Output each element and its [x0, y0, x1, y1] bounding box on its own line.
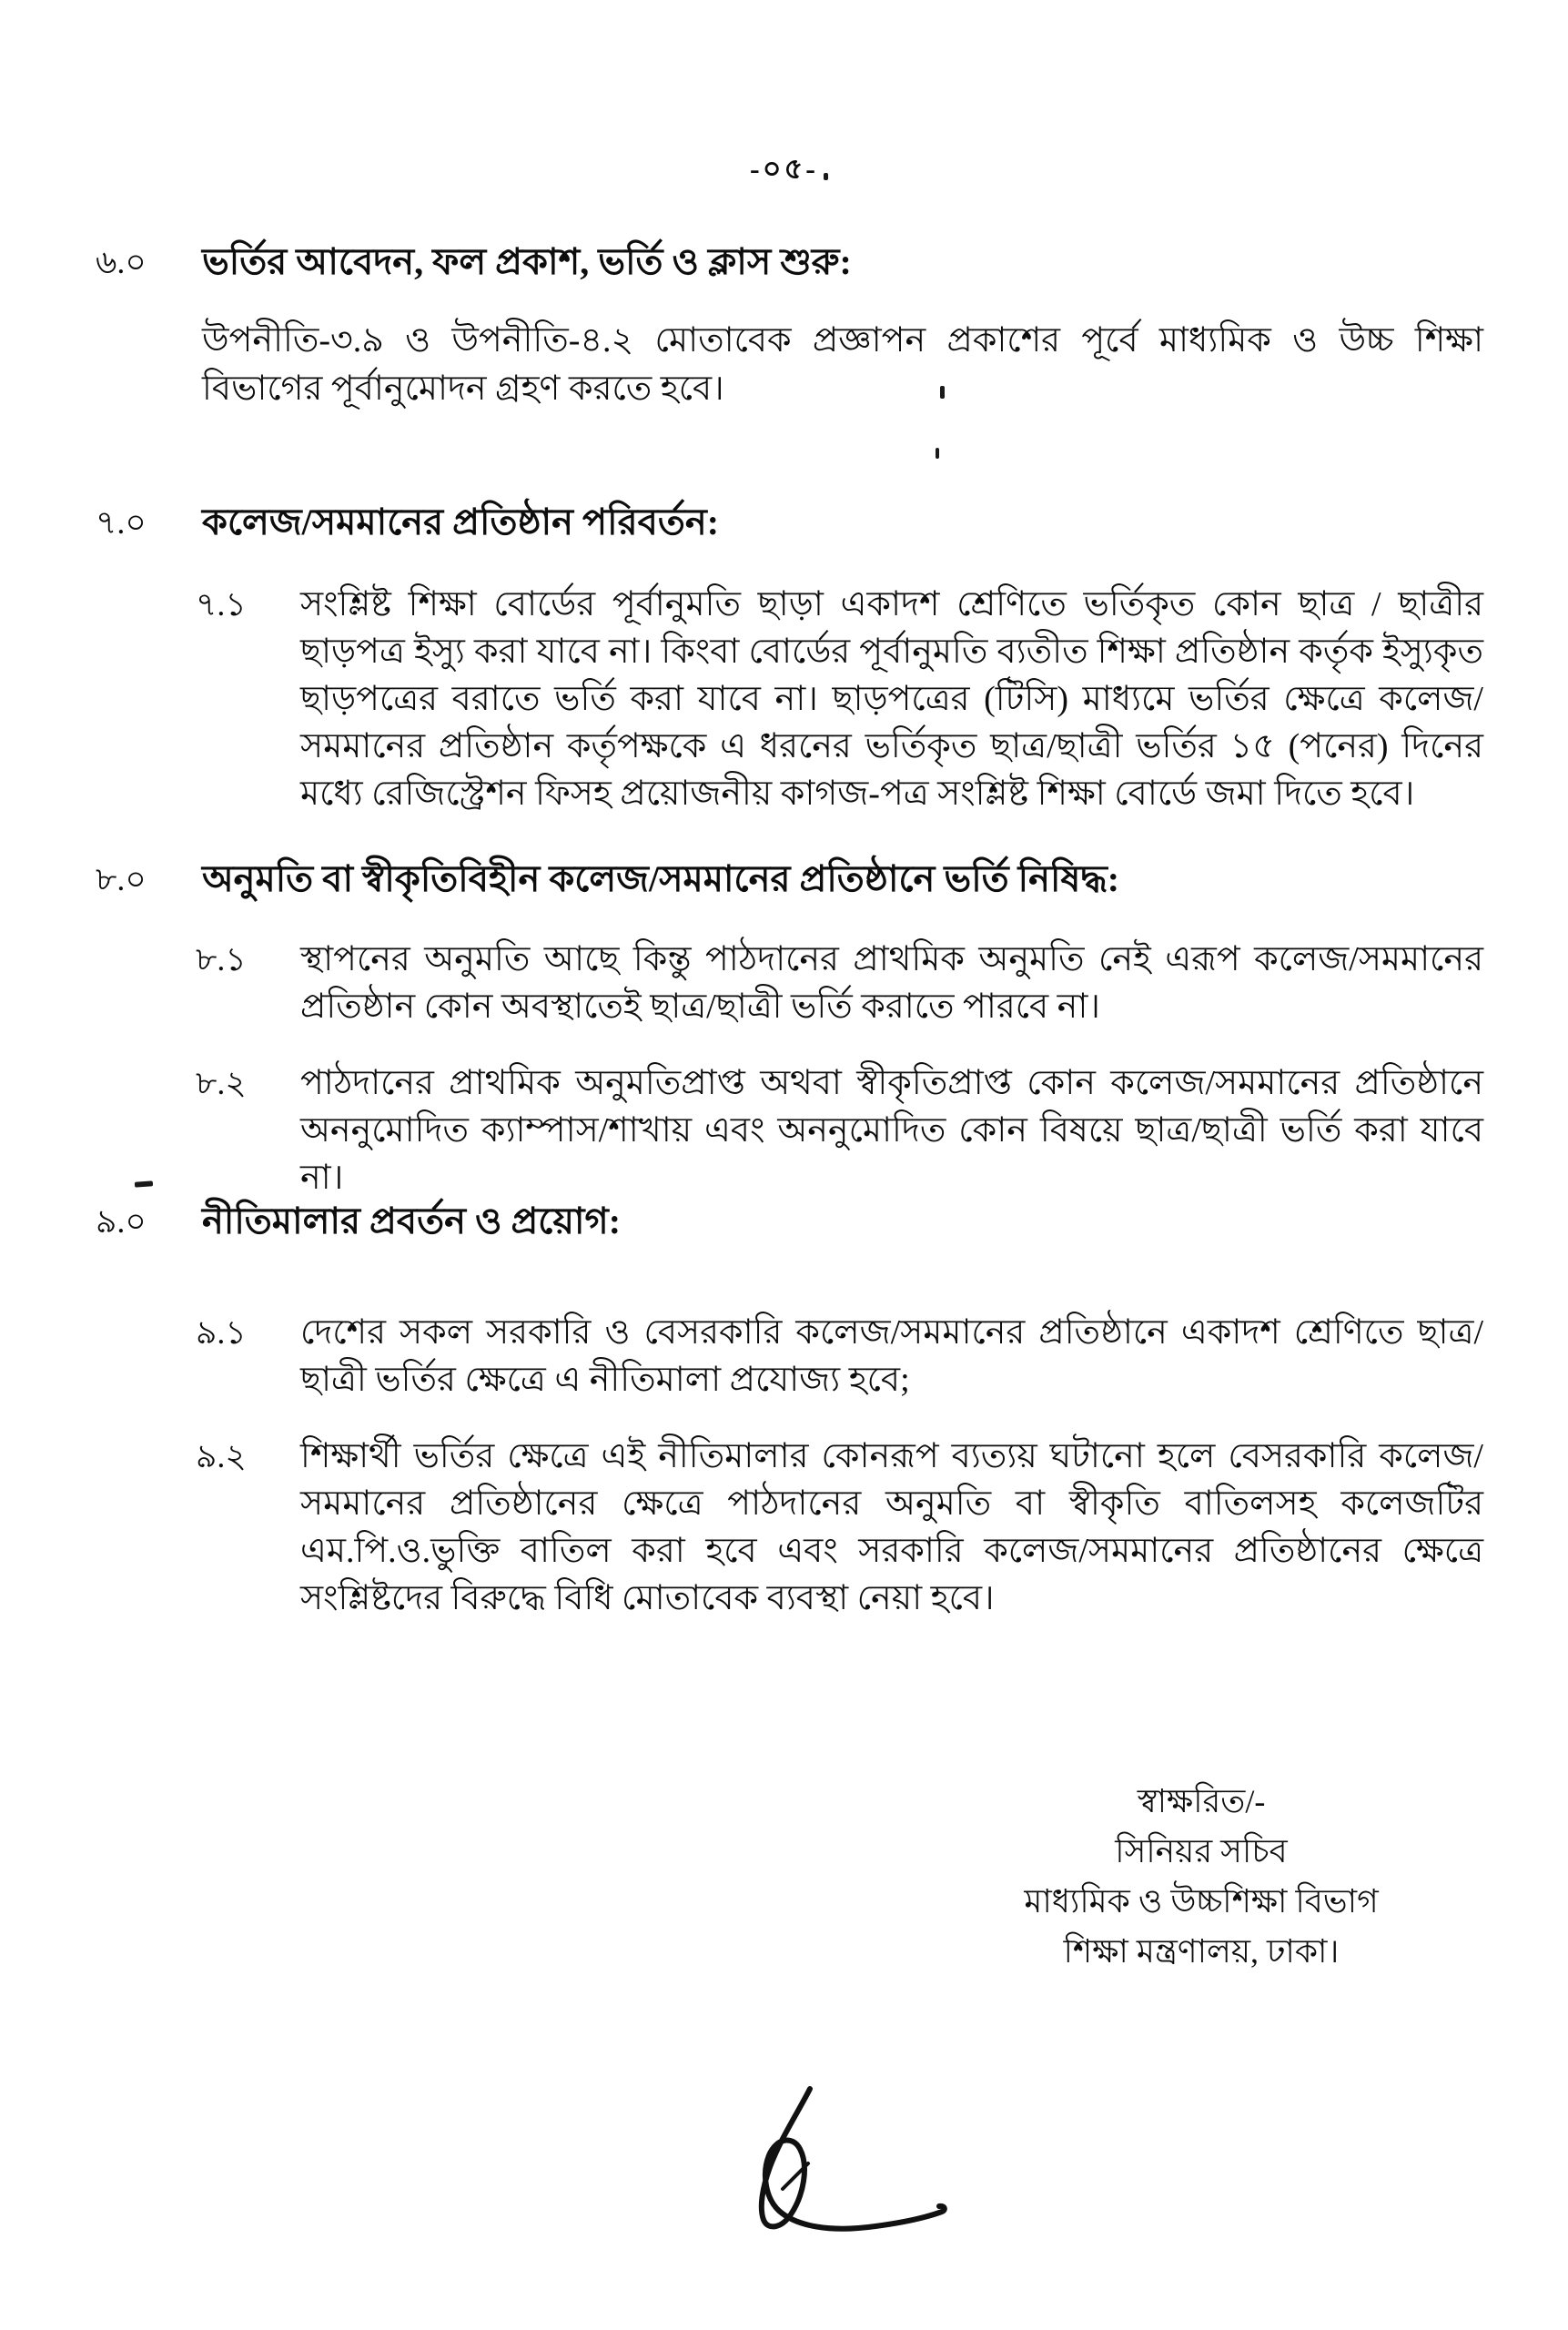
signature-block: [928, 1777, 1474, 1977]
clause-number: ৮.১: [196, 941, 247, 978]
clause-number: ৭.১: [196, 586, 247, 623]
section-number: ৯.০: [96, 1203, 147, 1240]
scan-speck: [824, 173, 828, 180]
signature-designation: সিনিয়র সচিব: [1115, 1833, 1288, 1869]
clause-text: দেশের সকল সরকারি ও বেসরকারি কলেজ/সমমানের প্রতিষ্ঠানে একাদশ শ্রেণিতে ছাত্র/ছাত্রী ভর্তির ক্ষেত্রে এ নীতিমালা প্রযোজ্য হবে;: [300, 1313, 1483, 1399]
section-title: নীতিমালার প্রবর্তন ও প্রয়োগ:: [202, 1200, 622, 1241]
section-heading-8: [0, 856, 1568, 907]
section-6-paragraph: উপনীতি-৩.৯ ও উপনীতি-৪.২ মোতাবেক প্রজ্ঞাপন প্রকাশের পূর্বে মাধ্যমিক ও উচ্চ শিক্ষা বিভাগের পূর্বানুমোদন গ্রহণ করতে হবে।: [202, 321, 1483, 408]
section-number: ৬.০: [96, 244, 147, 280]
scan-speck: [135, 1180, 153, 1187]
handwritten-signature-mark: [673, 2080, 956, 2253]
clause-text: পাঠদানের প্রাথমিক অনুমতিপ্রাপ্ত অথবা স্বীকৃতিপ্রাপ্ত কোন কলেজ/সমমানের প্রতিষ্ঠানে অননুমোদিত ক্যাম্পাস/শাখায় এবং অননুমোদিত কোন বিষয়ে ছাত্র/ছাত্রী ভর্তি করা যাবে না।: [300, 1064, 1483, 1197]
section-title: কলেজ/সমমানের প্রতিষ্ঠান পরিবর্তন:: [202, 501, 720, 542]
section-number: ৭.০: [96, 504, 147, 541]
scan-speck: [940, 386, 945, 399]
scan-speck: [936, 448, 939, 459]
clause-text: সংশ্লিষ্ট শিক্ষা বোর্ডের পূর্বানুমতি ছাড়া একাদশ শ্রেণিতে ভর্তিকৃত কোন ছাত্র / ছাত্রীর ছাড়পত্র ইস্যু করা যাবে না। কিংবা বোর্ডের পূর্বানুমতি ব্যতীত শিক্ষা প্রতিষ্ঠান কর্তৃক ইস্যুকৃত ছাড়পত্রের বরাতে ভর্তি করা যাবে না। ছাড়পত্রের (টিসি) মাধ্যমে ভর্তির ক্ষেত্রে কলেজ/সমমানের প্রতিষ্ঠান কর্তৃপক্ষকে এ ধরনের ভর্তিকৃত ছাত্র/ছাত্রী ভর্তির ১৫ (পনের) দিনের মধ্যে রেজিস্ট্রেশন ফিসহ প্রয়োজনীয় কাগজ-পত্র সংশ্লিষ্ট শিক্ষা বোর্ডে জমা দিতে হবে।: [300, 585, 1483, 813]
section-heading-9: [0, 1198, 1568, 1249]
signature-division: মাধ্যমিক ও উচ্চশিক্ষা বিভাগ: [1024, 1883, 1379, 1920]
signature-ministry: শিক্ষা মন্ত্রণালয়, ঢাকা।: [1063, 1933, 1340, 1970]
section-heading-6: [0, 238, 1568, 289]
clause-text: স্থাপনের অনুমতি আছে কিন্তু পাঠদানের প্রাথমিক অনুমতি নেই এরূপ কলেজ/সমমানের প্রতিষ্ঠান কোন অবস্থাতেই ছাত্র/ছাত্রী ভর্তি করাতে পারবে না।: [300, 940, 1483, 1026]
section-title: অনুমতি বা স্বীকৃতিবিহীন কলেজ/সমমানের প্রতিষ্ঠানে ভর্তি নিষিদ্ধ:: [202, 858, 1120, 899]
section-number: ৮.০: [96, 861, 147, 897]
clause-number: ৯.১: [196, 1314, 247, 1351]
signature-signed-label: স্বাক্ষরিত/-: [1137, 1783, 1266, 1819]
clause-number: ৮.২: [196, 1065, 247, 1101]
clause-number: ৯.২: [196, 1438, 247, 1474]
clause-text: শিক্ষার্থী ভর্তির ক্ষেত্রে এই নীতিমালার কোনরূপ ব্যত্যয় ঘটানো হলে বেসরকারি কলেজ/সমমানের প্রতিষ্ঠানের ক্ষেত্রে পাঠদানের অনুমতি বা স্বীকৃতি বাতিলসহ কলেজটির এম.পি.ও.ভুক্তি বাতিল করা হবে এবং সরকারি কলেজ/সমমানের প্রতিষ্ঠানের ক্ষেত্রে সংশ্লিষ্টদের বিরুদ্ধে বিধি মোতাবেক ব্যবস্থা নেয়া হবে।: [300, 1437, 1483, 1617]
section-heading-7: [0, 499, 1568, 550]
page-number: -০৫-: [750, 152, 818, 185]
section-title: ভর্তির আবেদন, ফল প্রকাশ, ভর্তি ও ক্লাস শুরু:: [202, 241, 852, 282]
